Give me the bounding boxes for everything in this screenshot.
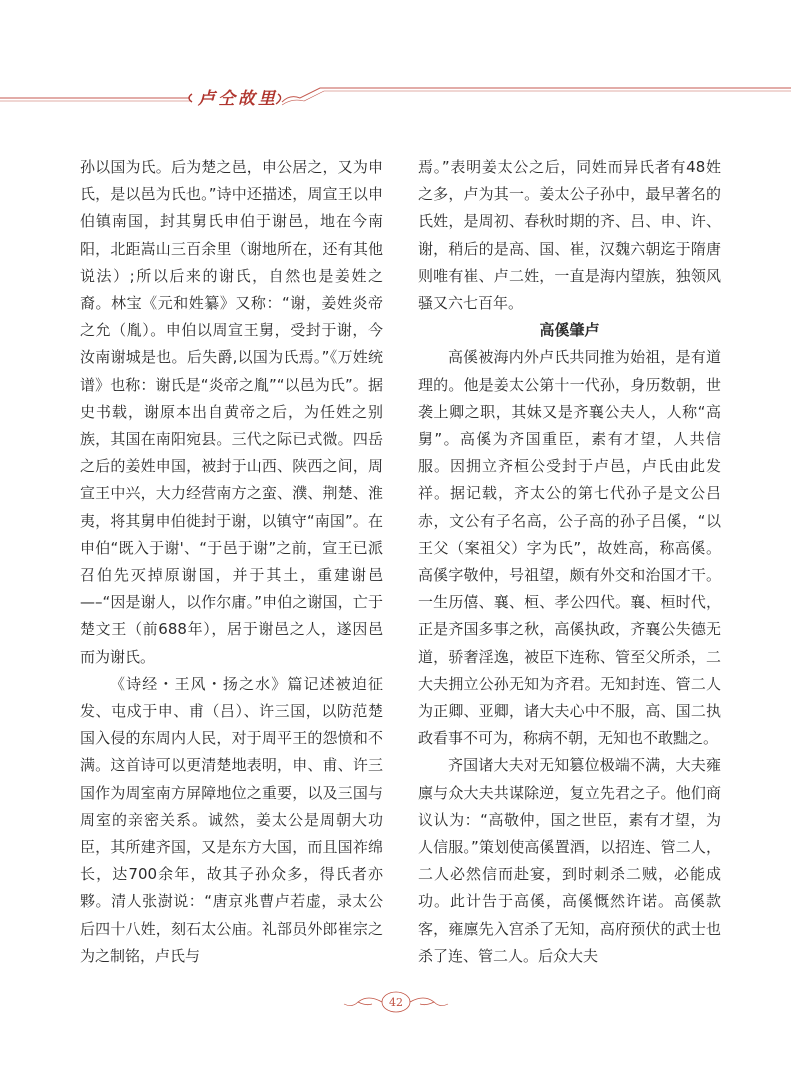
paragraph: 高傒被海内外卢氏共同推为始祖，是有道理的。他是姜太公第十一代孙，身历数朝，世袭上卿之职，其妹又是齐襄公夫人，人称“高舅”。高傒为齐国重臣，素有才望，人共信服。因拥立齐桓公受封于卢邑，卢氏由此发祥。据记载，齐太公的第七代孙子是文公吕赤，文公有子名高，公子高的孙子吕傒，“以王父（案祖父）字为氏”，故姓高，称高傒。高傒字敬仲，号祖望，颇有外交和治国才干。一生历僖、襄、桓、孝公四代。襄、桓时代，正是齐国多事之秋，高傒执政，齐襄公失德无道，骄奢淫逸，被臣下连称、管至父所杀，二大夫拥立公孙无知为齐君。无知封连、管二人为正卿、亚卿，诸大夫心中不服，高、国二执政看事不可为，称病不朝，无知也不敢黜之。 (418, 348, 721, 748)
paragraph: 孙以国为氏。后为楚之邑，申公居之，又为申氏，是以邑为氏也。”诗中还描述，周宣王以申伯镇南国，封其舅氏申伯于谢邑，地在今南阳，北距嵩山三百余里（谢地所在，还有其他说法）;所以后来的谢氏，自然也是姜姓之裔。林宝《元和姓纂》又称：“谢，姜姓炎帝之允（胤）。申伯以周宣王舅，受封于谢，今汝南谢城是也。后失爵,以国为氏焉。”《万姓统谱》也称：谢氏是“炎帝之胤”“以邑为氏”。据史书载，谢原本出自黄帝之后，为任姓之别族，其国在南阳宛县。三代之际已式微。四岳之后的姜姓申国，被封于山西、陕西之间，周宣王中兴，大力经营南方之蛮、濮、荆楚、淮夷，将其舅申伯徙封于谢，以镇守“南国”。在申伯“既入于谢'、“于邑于谢”之前，宣王已派召伯先灭掉原谢国，并于其土，重建谢邑—–“因是谢人，以作尔庸。”申伯之谢国，亡于楚文王（前688年），居于谢邑之人，遂因邑而为谢氏。 (80, 158, 383, 666)
right-column (418, 154, 721, 970)
left-column (80, 154, 383, 970)
page-number: 42 (389, 996, 403, 1009)
page-header-title: 卢仝故里 (198, 89, 278, 109)
paragraph: 焉。”表明姜太公之后，同姓而异氏者有48姓之多，卢为其一。姜太公子孙中，最早著名的氏姓，是周初、春秋时期的齐、吕、申、许、谢，稍后的是高、国、崔，汉魏六朝迄于隋唐则唯有崔、卢二姓，一直是海内望族，独领风骚又六七百年。 (418, 158, 721, 313)
section-heading: 高傒肇卢 (539, 321, 600, 340)
header-decoration (0, 80, 791, 120)
paragraph: 齐国诸大夫对无知篡位极端不满，大夫雍廪与众大夫共谋除逆，复立先君之子。他们商议认为：“高敬仲，国之世臣，素有才望，为人信服。”策划使高傒置酒，以招连、管二人，二人必然信而赴宴，到时刺杀二贼，必能成功。此计告于高傒，高傒慨然许诺。高傒款客，雍廪先入宫杀了无知，高府预伏的武士也杀了连、管二人。后众大夫 (418, 756, 721, 965)
paragraph: 《诗经・王风・扬之水》篇记述被迫征发、屯戍于申、甫（吕）、许三国，以防范楚国入侵的东周内人民，对于周平王的怨愤和不满。这首诗可以更清楚地表明，申、甫、许三国作为周室南方屏障地位之重要，以及三国与周室的亲密关系。诚然，姜太公是周朝大功臣，其所建齐国，又是东方大国，而且国祚绵长，达700余年，故其子孙众多，得氏者亦夥。清人张澍说：“唐京兆曹卢若虚，录太公后四十八姓，刻石太公庙。礼部员外郎崔宗之为之制铭，卢氏与 (80, 674, 383, 965)
